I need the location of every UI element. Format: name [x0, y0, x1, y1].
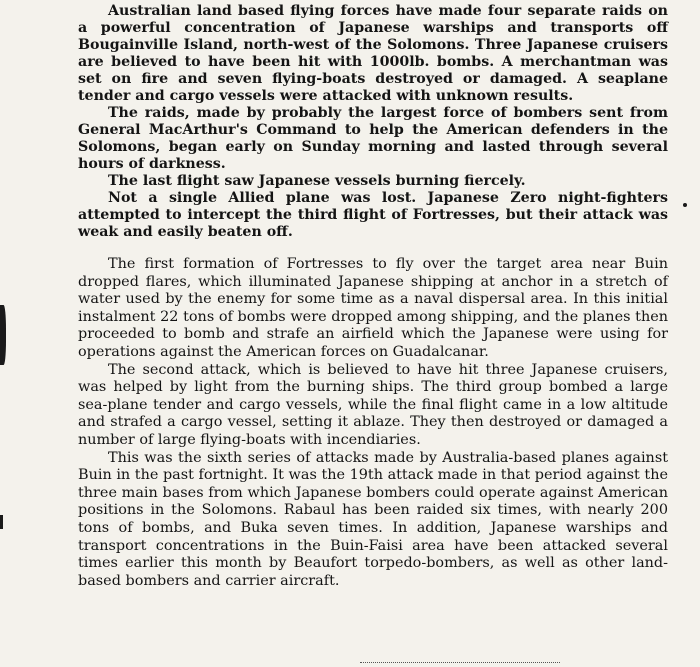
lead-paragraph: The last flight saw Japanese vessels burning fiercely.: [108, 173, 526, 189]
lead-paragraph: Australian land based flying forces have made four separate raids on a powerful concentration of Japanese warships and transports off Bougainville Island, north-west of the Solomons. Three Japanese cruisers are believed to have been hit with 1000lb. bombs. A merchantman was set on fire and seven flying-boats destroyed or damaged. A seaplane tender and cargo vessels were attacked with unknown results.: [78, 3, 668, 104]
body-paragraph: This was the sixth series of attacks made by Australia-based planes against Buin in the past fortnight. It was the 19th attack made in that period against the three main bases from which Japanese bombers could operate against American positions in the Solomons. Rabaul has been raided six times, with nearly 200 tons of bombs, and Buka seven times. In addition, Japanese warships and transport concentrations in the Buin-Faisi area have been attacked several times earlier this month by Beaufort torpedo-bombers, as well as other land-based bombers and carrier aircraft.: [78, 449, 668, 589]
left-edge-ink-mark: [0, 305, 6, 365]
body-paragraph: The first formation of Fortresses to fly over the target area near Buin dropped flares, which illuminated Japanese shipping at anchor in a stretch of water used by the enemy for some time as a naval dispersal area. In this initial instalment 22 tons of bombs were dropped among shipping, and the planes then proceeded to bomb and strafe an airfield which the Japanese were using for operations against the American forces on Guadalcanar.: [78, 256, 668, 360]
left-edge-notch: [0, 515, 3, 529]
lead-paragraph: Not a single Allied plane was lost. Japanese Zero night-fighters attempted to intercept the third flight of Fortresses, but their attack was weak and easily beaten off.: [78, 190, 668, 240]
lead-paragraph: The raids, made by probably the largest force of bombers sent from General MacArthur's Command to help the American defenders in the Solomons, began early on Sunday morning and lasted through several hours of darkness.: [78, 105, 668, 172]
article-body: [78, 256, 668, 590]
ink-speck: [683, 203, 687, 207]
bottom-rule: [360, 662, 560, 665]
section-gap: [78, 241, 668, 256]
article-column: [78, 3, 668, 590]
article-lead: [78, 3, 668, 241]
body-paragraph: The second attack, which is believed to have hit three Japanese cruisers, was helped by light from the burning ships. The third group bombed a large sea-plane tender and cargo vessels, while the final flight came in a low altitude and strafed a cargo vessel, setting it ablaze. They then destroyed or damaged a number of large flying-boats with incendiaries.: [78, 361, 668, 448]
